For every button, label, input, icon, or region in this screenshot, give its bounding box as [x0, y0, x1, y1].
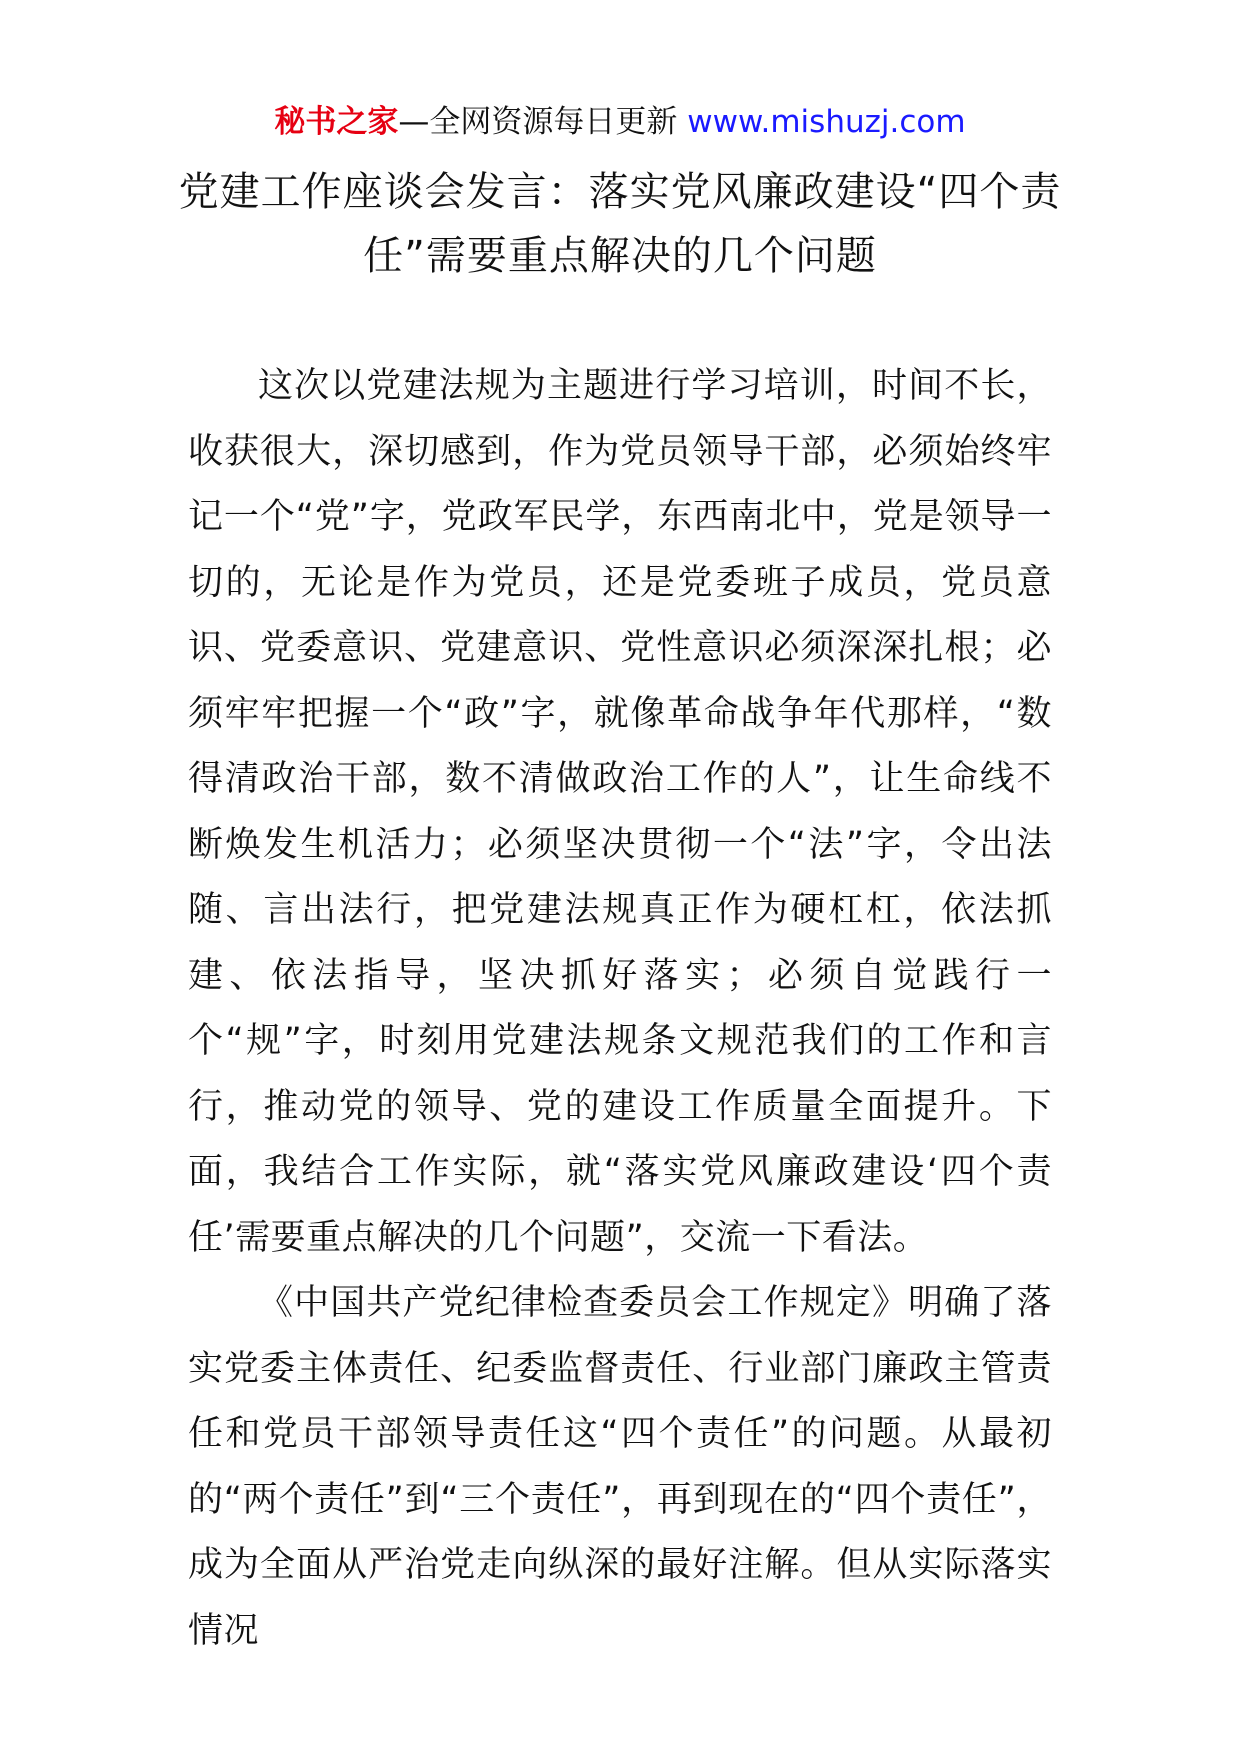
- body-paragraph: 《中国共产党纪律检查委员会工作规定》明确了落实党委主体责任、纪委监督责任、行业部门廉政主管责任和党员干部领导责任这“四个责任”的问题。从最初的“两个责任”到“三个责任”，再到现在的“四个责任”，成为全面从严治党走向纵深的最好注解。但从实际落实情况: [188, 1283, 1052, 1651]
- site-tagline: —全网资源每日更新: [398, 104, 678, 140]
- document-body: [188, 354, 1052, 1664]
- body-paragraph: 这次以党建法规为主题进行学习培训，时间不长，收获很大，深切感到，作为党员领导干部，必须始终牢记一个“党”字，党政军民学，东西南北中，党是领导一切的，无论是作为党员，还是党委班子成员，党员意识、党委意识、党建意识、党性意识必须深深扎根；必须牢牢把握一个“政”字，就像革命战争年代那样，“数得清政治干部，数不清做政治工作的人”，让生命线不断焕发生机活力；必须坚决贯彻一个“法”字，令出法随、言出法行，把党建法规真正作为硬杠杠，依法抓建、依法指导，坚决抓好落实；必须自觉践行一个“规”字，时刻用党建法规条文规范我们的工作和言行，推动党的领导、党的建设工作质量全面提升。下面，我结合工作实际，就“落实党风廉政建设‘四个责任’需要重点解决的几个问题”，交流一下看法。: [188, 366, 1052, 1258]
- site-header: [0, 100, 1240, 144]
- site-name: 秘书之家: [274, 104, 399, 140]
- site-url-link[interactable]: www.mishuzj.com: [687, 104, 966, 140]
- document-title: 党建工作座谈会发言：落实党风廉政建设“四个责任”需要重点解决的几个问题: [178, 169, 1062, 279]
